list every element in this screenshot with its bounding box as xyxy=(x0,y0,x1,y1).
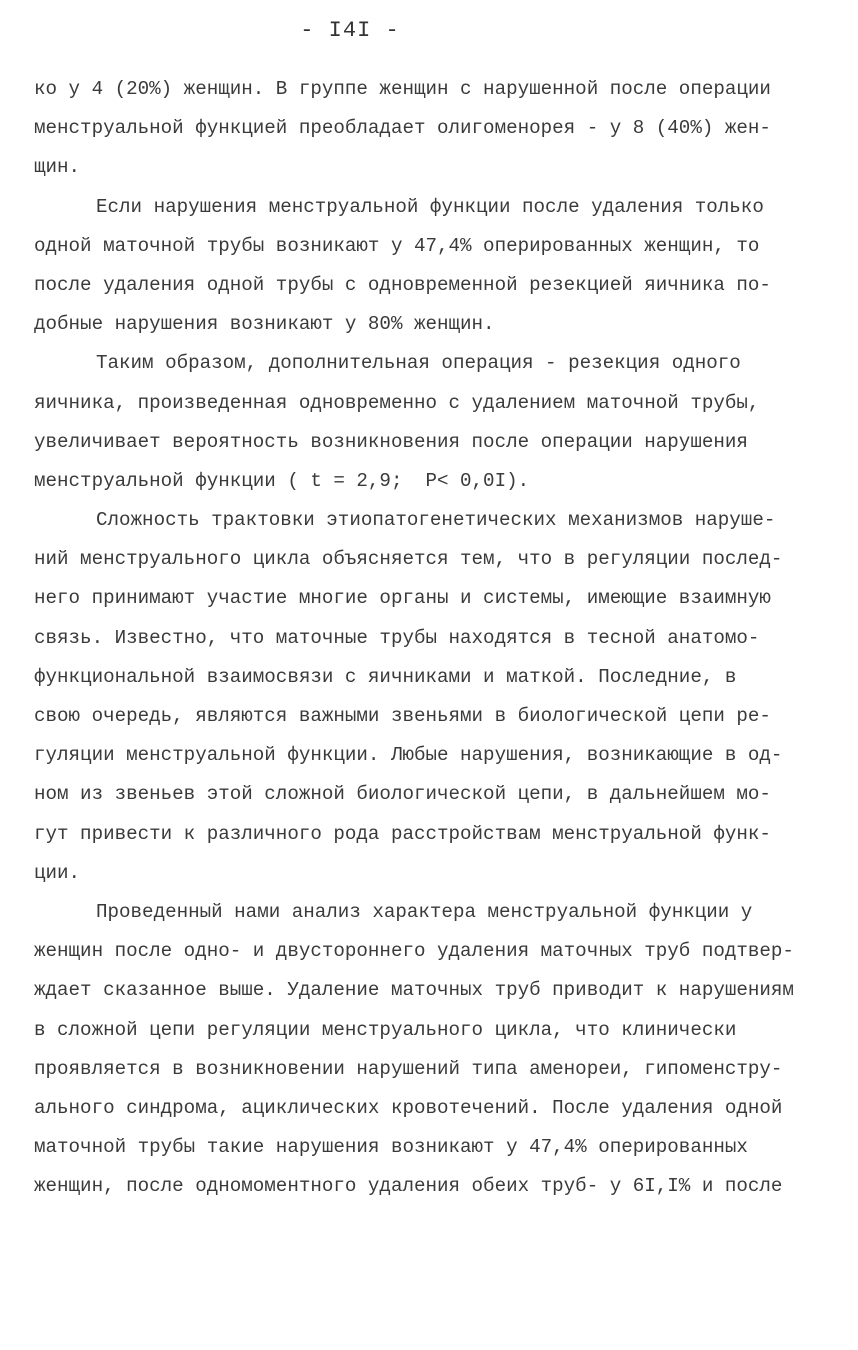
text-line: свою очередь, являются важными звеньями в биологической цепи ре- xyxy=(34,705,771,727)
text-line: ний менструального цикла объясняется тем, что в регуляции послед- xyxy=(34,548,783,571)
text-line: женщин после одно- и двустороннего удаления маточных труб подтвер- xyxy=(34,940,794,963)
text-line: менструальной функции ( t = 2,9; P< 0,0I). xyxy=(34,469,530,492)
text-line: в сложной цепи регуляции менструального цикла, что клинически xyxy=(34,1018,737,1041)
paragraph-first-line: Проведенный нами анализ характера менструальной функции у xyxy=(96,900,753,923)
text-line: гуляции менструальной функции. Любые нарушения, возникающие в од- xyxy=(34,744,783,767)
text-line: ном из звеньев этой сложной биологической цепи, в дальнейшем мо- xyxy=(34,783,771,806)
text-line: добные нарушения возникают у 80% женщин. xyxy=(34,313,495,336)
page-number: - I4I - xyxy=(300,18,400,43)
text-line: него принимают участие многие органы и системы, имеющие взаимную xyxy=(34,587,771,610)
text-line: женщин, после одномоментного удаления обеих труб- у 6I,I% и после xyxy=(34,1175,783,1198)
paragraph-first-line: Если нарушения менструальной функции после удаления только xyxy=(96,195,764,218)
text-line: маточной трубы такие нарушения возникают у 47,4% оперированных xyxy=(34,1136,748,1159)
paragraph-first-line: Сложность трактовки этиопатогенетических механизмов наруше- xyxy=(96,509,776,532)
text-line: ко у 4 (20%) женщин. В группе женщин с нарушенной после операции xyxy=(34,78,771,100)
text-line: одной маточной трубы возникают у 47,4% оперированных женщин, то xyxy=(34,234,760,257)
text-line: щин. xyxy=(34,156,81,179)
body-text xyxy=(34,70,824,1206)
text-line: гут привести к различного рода расстройствам менструальной функ- xyxy=(34,822,771,845)
paragraph-first-line: Таким образом, дополнительная операция - резекция одного xyxy=(96,352,741,375)
text-line: увеличивает вероятность возникновения после операции нарушения xyxy=(34,430,748,453)
text-line: ции. xyxy=(34,861,81,884)
text-line: ждает сказанное выше. Удаление маточных труб приводит к нарушениям xyxy=(34,979,794,1002)
text-line: проявляется в возникновении нарушений типа аменореи, гипоменстру- xyxy=(34,1057,783,1080)
text-line: ального синдрома, ациклических кровотечений. После удаления одной xyxy=(34,1096,783,1119)
text-line: менструальной функцией преобладает олигоменорея - у 8 (40%) жен- xyxy=(34,117,771,140)
text-line: яичника, произведенная одновременно с удалением маточной трубы, xyxy=(34,391,760,414)
text-line: после удаления одной трубы с одновременной резекцией яичника по- xyxy=(34,273,771,296)
text-line: связь. Известно, что маточные трубы находятся в тесной анатомо- xyxy=(34,626,760,649)
text-line: функциональной взаимосвязи с яичниками и маткой. Последние, в xyxy=(34,665,737,688)
